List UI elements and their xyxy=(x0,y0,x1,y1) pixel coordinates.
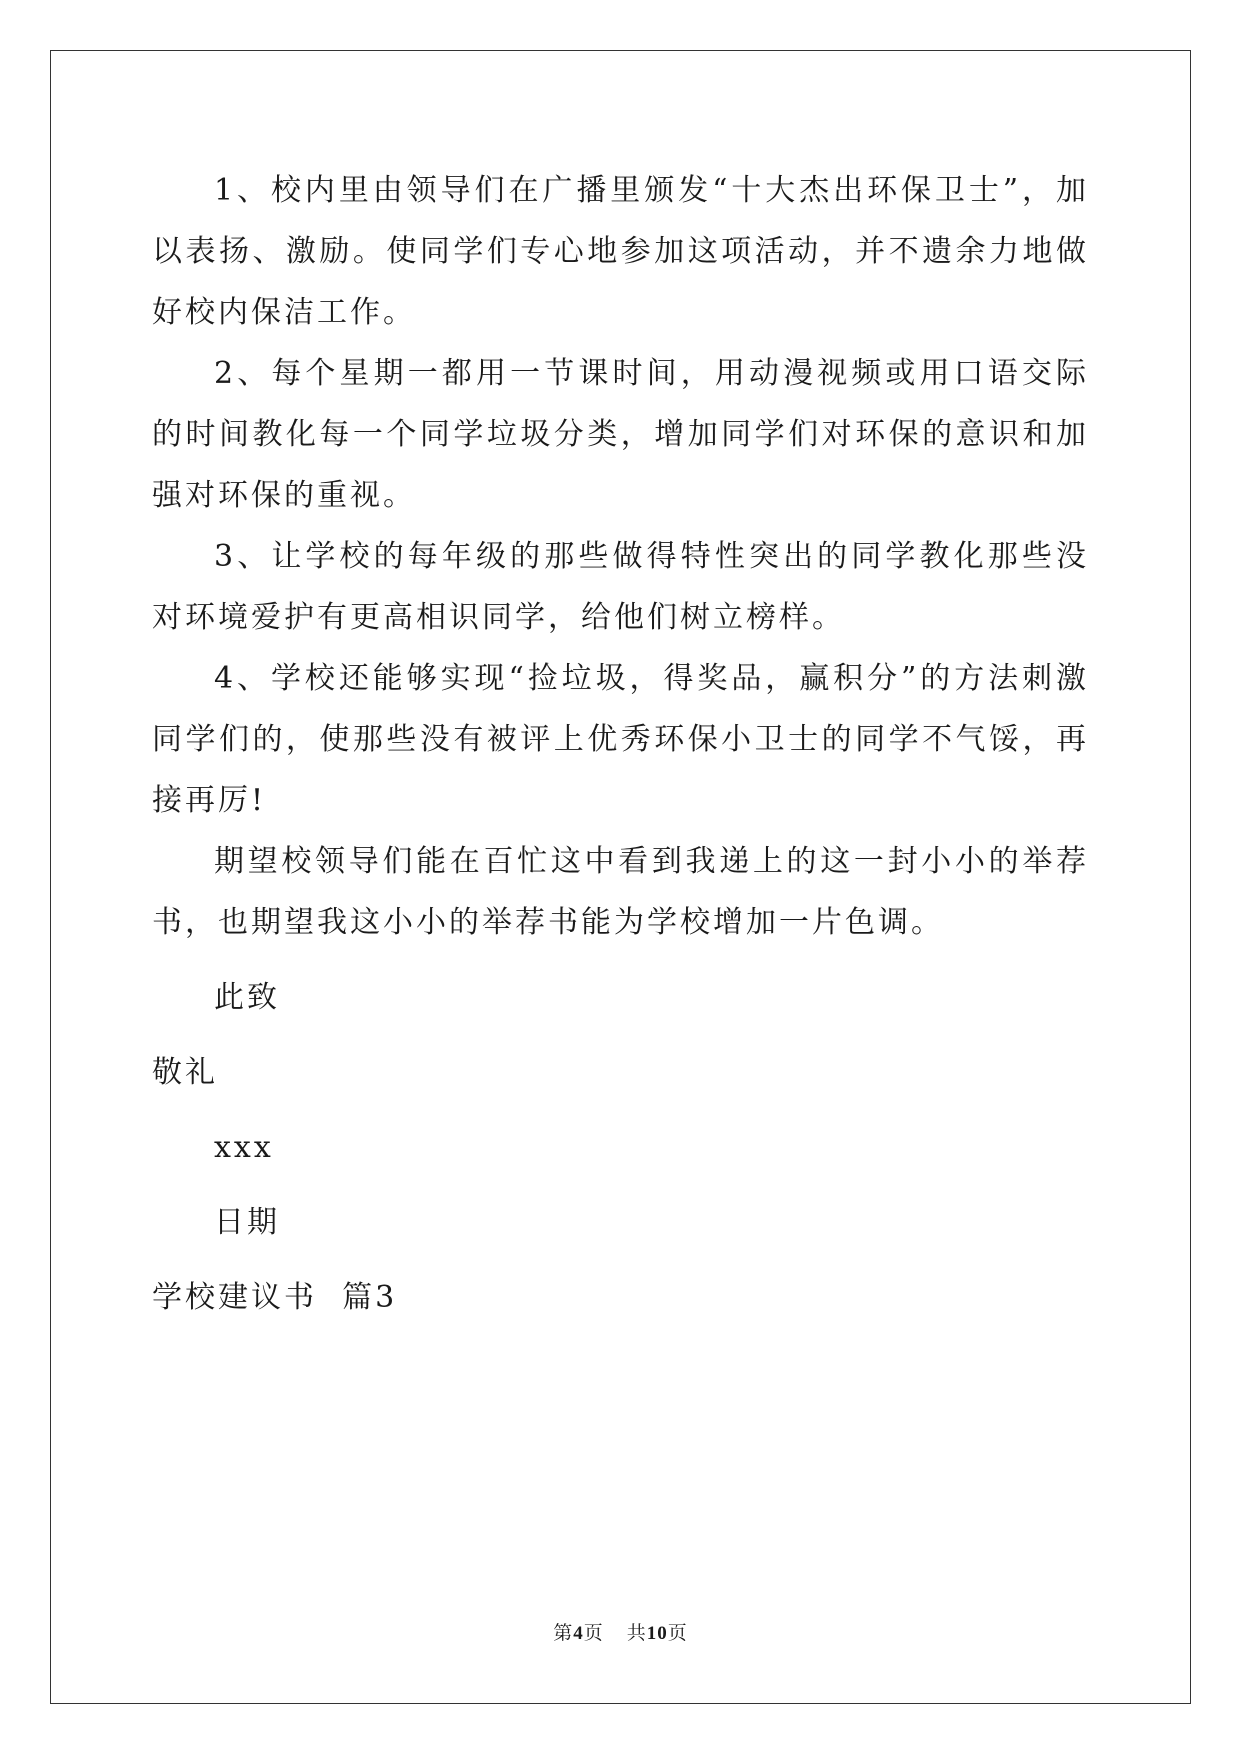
paragraph-3: 3、让学校的每年级的那些做得特性突出的同学教化那些没对环境爱护有更高相识同学，给他们树立榜样。 xyxy=(152,539,1089,635)
paragraph-1: 1、校内里由领导们在广播里颁发“十大杰出环保卫士”，加以表扬、激励。使同学们专心地参加这项活动，并不遗余力地做好校内保洁工作。 xyxy=(152,173,1089,330)
footer-prefix: 第 xyxy=(553,1623,574,1644)
signature: xxx xyxy=(214,1130,274,1165)
paragraph-4: 4、学校还能够实现“捡垃圾，得奖品，赢积分”的方法刺激同学们的，使那些没有被评上优秀环保小卫士的同学不气馁，再接再厉! xyxy=(152,661,1089,818)
page-footer xyxy=(0,1618,1241,1645)
closing-line: 此致 xyxy=(214,980,280,1015)
document-body xyxy=(152,160,1089,1328)
paragraph-2: 2、每个星期一都用一节课时间，用动漫视频或用口语交际的时间教化每一个同学垃圾分类，增加同学们对环保的意识和加强对环保的重视。 xyxy=(152,356,1089,513)
paragraph-5: 期望校领导们能在百忙这中看到我递上的这一封小小的举荐书，也期望我这小小的举荐书能为学校增加一片色调。 xyxy=(152,844,1089,940)
date-line: 日期 xyxy=(214,1205,280,1240)
salute-line: 敬礼 xyxy=(152,1055,218,1090)
footer-suffix: 页 xyxy=(667,1623,688,1644)
section-heading: 学校建议书 篇3 xyxy=(152,1280,398,1315)
total-page-number: 10 xyxy=(646,1623,668,1644)
current-page-number: 4 xyxy=(573,1623,584,1644)
footer-mid: 页 共 xyxy=(583,1623,647,1644)
